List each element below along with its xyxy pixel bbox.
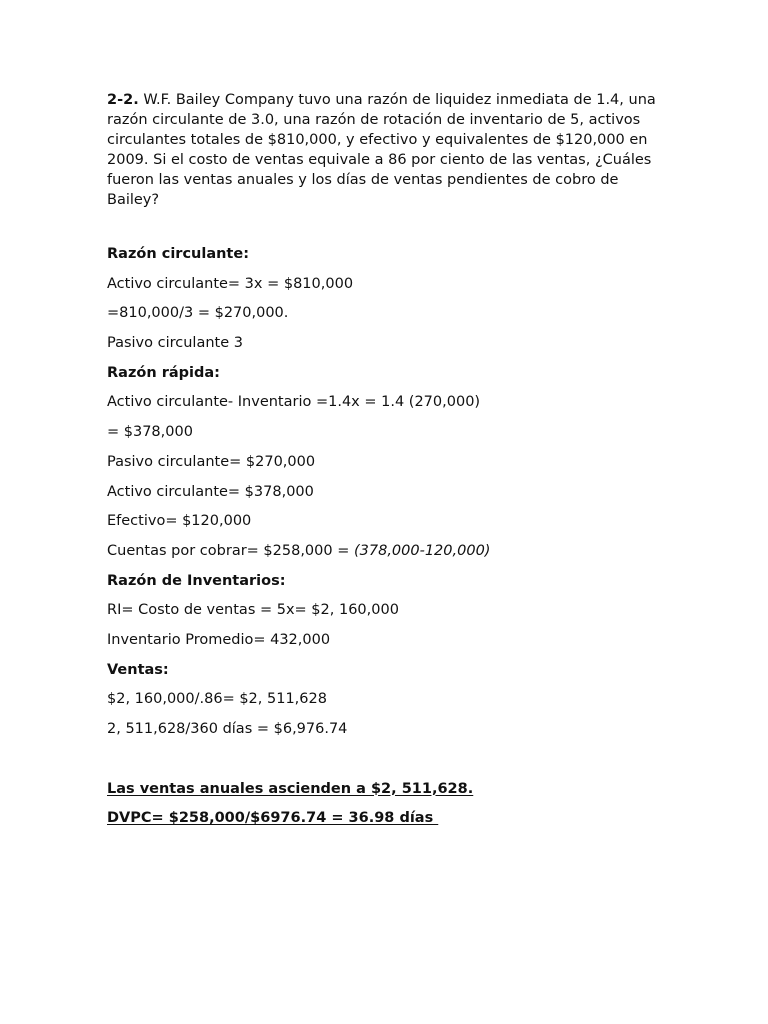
conclusion-ventas-anuales: Las ventas anuales ascienden a $2, 511,628. bbox=[107, 780, 474, 797]
calc-line: = $378,000 bbox=[107, 424, 193, 441]
calc-line: Activo circulante= $378,000 bbox=[107, 483, 314, 500]
calc-line-cuentas bbox=[107, 542, 667, 560]
conclusion-dvpc: DVPC= $258,000/$6976.74 = 36.98 días bbox=[107, 810, 439, 827]
calc-line: Pasivo circulante= $270,000 bbox=[107, 453, 316, 470]
problem-number: 2-2. bbox=[107, 92, 139, 108]
heading-razon-rapida: Razón rápida: bbox=[107, 364, 220, 381]
calc-line: Pasivo circulante 3 bbox=[107, 335, 243, 352]
cuentas-italic-formula: (378,000-120,000) bbox=[353, 542, 491, 559]
calc-line: Inventario Promedio= 432,000 bbox=[107, 631, 331, 648]
calc-line: 2, 511,628/360 días = $6,976.74 bbox=[107, 721, 348, 737]
cuentas-text: Cuentas por cobrar= $258,000 = bbox=[107, 542, 354, 559]
document-body bbox=[107, 90, 667, 839]
calc-line: Activo circulante- Inventario =1.4x = 1.4 (270,000) bbox=[107, 394, 481, 411]
calc-line: Efectivo= $120,000 bbox=[107, 513, 252, 530]
problem-text: W.F. Bailey Company tuvo una razón de liquidez inmediata de 1.4, una razón circulante de 3.0, una razón de rotación de inventario de 5, activos circulantes totales de $810,000, y efectivo y equivalentes de $120,000 en 2009. Si el costo de ventas equivale a 86 por ciento de las ventas, ¿Cuáles fueron las ventas anuales y los días de ventas pendientes de cobro de Bailey? bbox=[107, 92, 656, 208]
heading-razon-inventarios: Razón de Inventarios: bbox=[107, 572, 286, 589]
calc-line: $2, 160,000/.86= $2, 511,628 bbox=[107, 691, 327, 708]
calc-line: =810,000/3 = $270,000. bbox=[107, 305, 289, 322]
heading-ventas: Ventas: bbox=[107, 661, 169, 678]
calc-line: RI= Costo de ventas = 5x= $2, 160,000 bbox=[107, 602, 399, 619]
calc-line: Activo circulante= 3x = $810,000 bbox=[107, 275, 354, 292]
heading-razon-circulante: Razón circulante: bbox=[107, 246, 249, 262]
problem-statement bbox=[107, 90, 667, 210]
